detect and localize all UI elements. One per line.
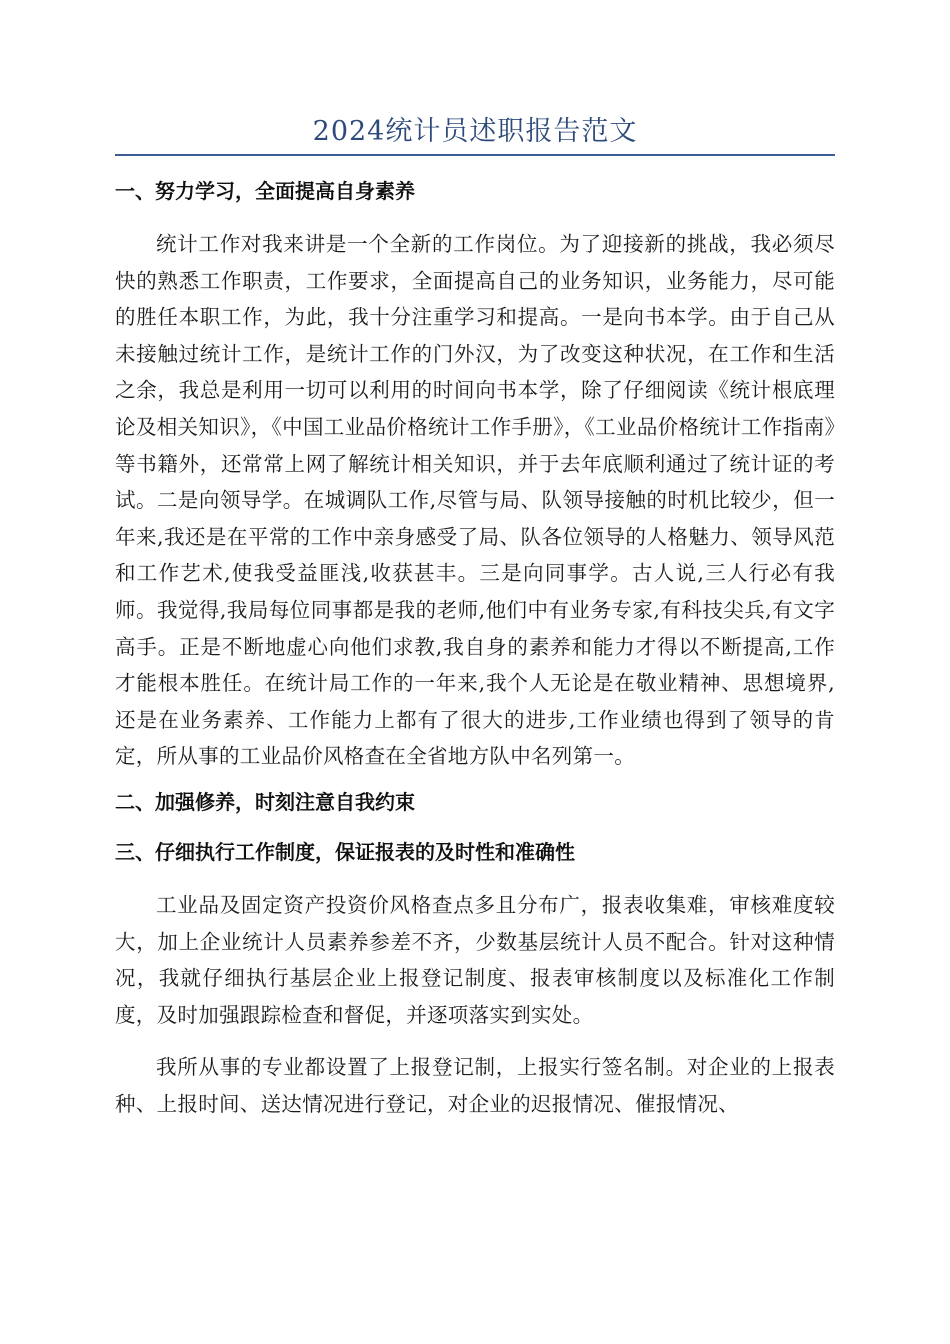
section-3 [115,837,835,1123]
section-heading: 二、加强修养，时刻注意自我约束 [115,789,415,814]
section-paragraph: 统计工作对我来讲是一个全新的工作岗位。为了迎接新的挑战，我必须尽快的熟悉工作职责，工作要求，全面提高自己的业务知识，业务能力，尽可能的胜任本职工作，为此，我十分注重学习和提高。一是向书本学。由于自己从未接触过统计工作，是统计工作的门外汉，为了改变这种状况，在工作和生活之余，我总是利用一切可以利用的时间向书本学，除了仔细阅读《统计根底理论及相关知识》，《中国工业品价格统计工作手册》，《工业品价格统计工作指南》等书籍外，还常常上网了解统计相关知识，并于去年底顺利通过了统计证的考试。二是向领导学。在城调队工作,尽管与局、队领导接触的时机比较少，但一年来,我还是在平常的工作中亲身感受了局、队各位领导的人格魅力、领导风范和工作艺术,使我受益匪浅,收获甚丰。三是向同事学。古人说,三人行必有我师。我觉得,我局每位同事都是我的老师,他们中有业务专家,有科技尖兵,有文字高手。正是不断地虚心向他们求教,我自身的素养和能力才得以不断提高,工作才能根本胜任。在统计局工作的一年来,我个人无论是在敬业精神、思想境界,还是在业务素养、工作能力上都有了很大的进步,工作业绩也得到了领导的肯定，所从事的工业品价风格查在全省地方队中名列第一。 [115,232,835,769]
section-heading: 三、仔细执行工作制度，保证报表的及时性和准确性 [115,839,575,864]
document-title: 2024统计员述职报告范文 [312,116,638,147]
section-1 [115,176,835,775]
section-paragraph: 我所从事的专业都设置了上报登记制，上报实行签名制。对企业的上报表种、上报时间、送达情况进行登记，对企业的迟报情况、催报情况、 [115,1055,835,1116]
section-heading: 一、努力学习，全面提高自身素养 [115,179,415,203]
title-underline [115,154,835,156]
document-page [115,112,835,1138]
section-2 [115,787,835,817]
section-paragraph: 工业品及固定资产投资价风格查点多且分布广，报表收集难，审核难度较大，加上企业统计人员素养参差不齐，少数基层统计人员不配合。针对这种情况，我就仔细执行基层企业上报登记制度、报表审核制度以及标准化工作制度，及时加强跟踪检查和督促，并逐项落实到实处。 [115,892,835,1027]
